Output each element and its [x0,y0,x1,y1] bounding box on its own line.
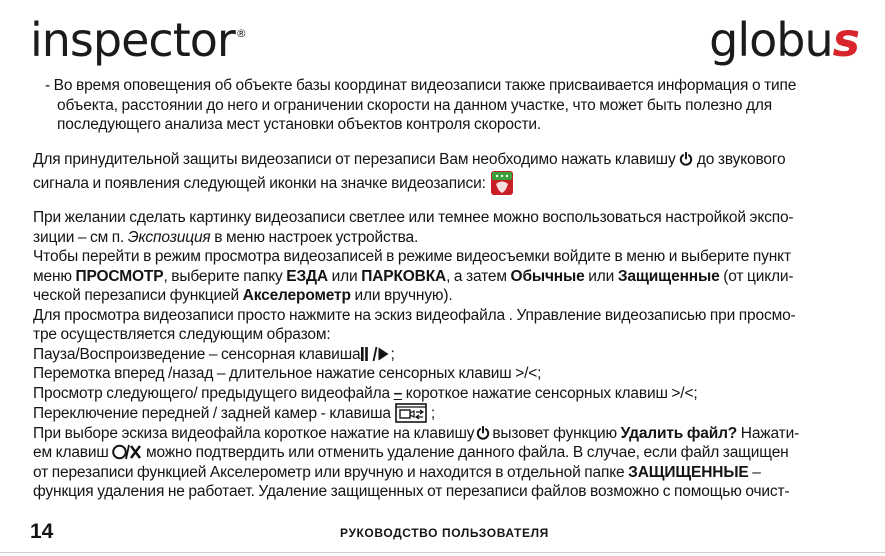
paragraph-playback [33,208,853,502]
power-icon [679,152,693,166]
text-line: функция удаления не работает. Удаление защищенных от перезаписи файлов возможно с помощью очист- [33,483,790,500]
emphasis-text: Экспозиция [127,228,211,246]
delete-file-term: Удалить файл? [620,424,738,442]
text-line [33,267,853,287]
folder-normal: Обычные [510,267,585,285]
text-run: можно подтвердить или отменить удаление данного файла. В случае, если файл защищен [146,444,789,461]
text-run: Нажати- [740,424,800,442]
text-run: или [588,267,615,285]
inspector-logo [30,14,246,66]
folder-drive: ЕЗДА [286,267,328,285]
text-line [33,384,853,404]
globus-logo-text: globu [709,13,833,67]
text-line [33,424,853,444]
text-run: ; [390,345,395,363]
text-run: – [752,463,761,481]
text-run: вызовет функцию [492,424,617,442]
globus-logo-accent: s [832,13,859,67]
text-line: Чтобы перейти в режим просмотра видеозаписей в режиме видеосъемки войдите в меню и выберите пункт [33,248,791,265]
text-line: последующего анализа мест установки объектов контроля скорости. [57,116,542,133]
circle-x-icon [112,444,142,460]
folder-protected: Защищенные [617,267,720,285]
inspector-logo-text: inspector [30,13,235,67]
bottom-divider [0,552,885,553]
text-line: При желании сделать картинку видеозаписи светлее или темнее можно воспользоваться настройкой экспо- [33,209,794,226]
text-run: (от цикли- [723,267,794,285]
text-line: - Во время оповещения об объекте базы координат видеозаписи также присваивается информация о типе [45,77,797,94]
camera-switch-icon [395,403,427,423]
text-line [33,345,853,365]
globus-logo [709,14,859,66]
pause-play-icon [360,346,390,362]
text-run: от перезаписи функцией Акселерометр или вручную и находится в отдельной папке [33,463,625,481]
text-line [33,443,853,463]
text-line [33,403,853,424]
footer-title: РУКОВОДСТВО ПОЛЬЗОВАТЕЛЯ [340,526,549,540]
text-line: Для просмотра видеозаписи просто нажмите на эскиз видеофайла . Управление видеозаписью при просмо- [33,306,796,324]
text-run: Переключение передней / задней камер - клавиша [33,405,391,422]
accelerometer-term: Акселерометр [242,287,351,304]
text-run: в меню настроек устройства. [214,228,419,246]
text-line [33,228,853,248]
protected-video-icon [490,170,514,196]
power-icon [476,426,490,440]
text-run: ческой перезаписи функцией [33,287,239,304]
paragraph-speedcam-info [33,76,855,135]
text-run: Просмотр следующего/ предыдущего видеофайла [33,384,390,402]
text-run: до звукового [696,151,786,168]
text-line [33,463,853,483]
text-line [33,170,853,196]
page-number: 14 [30,520,54,543]
text-run: ем клавиш [33,444,109,461]
text-run: , выберите папку [163,267,283,285]
text-run: или вручную). [354,287,453,304]
text-run: При выборе эскиза видеофайла короткое нажатие на клавишу [33,424,475,442]
registered-mark: ® [235,27,246,40]
text-line [33,150,853,170]
text-run: Пауза/Воспроизведение – сенсорная клавиша [33,345,361,363]
folder-parking: ПАРКОВКА [361,267,447,285]
text-run: меню [33,267,72,285]
text-line [33,286,853,306]
text-run: сигнала и появления следующей иконки на значке видеозаписи: [33,174,486,192]
text-run: короткое нажатие сенсорных клавиш >/<; [405,384,698,402]
text-run: зиции – см п. [33,228,125,246]
dash-mark: – [393,384,403,402]
text-run: Для принудительной защиты видеозаписи от перезаписи Вам необходимо нажать клавишу [33,151,676,168]
text-line: Перемотка вперед /назад – длительное нажатие сенсорных клавиш >/<; [33,365,542,382]
text-run: ; [430,405,436,422]
text-run: или [331,267,358,285]
menu-item-review: ПРОСМОТР [75,267,164,285]
protected-folder-term: ЗАЩИЩЕННЫЕ [628,463,749,481]
text-line: объекта, расстоянии до него и ограничении скорости на данном участке, что может быть полезно для [57,96,773,114]
text-line: тре осуществляется следующим образом: [33,326,331,343]
text-run: , а затем [446,267,507,285]
paragraph-protect [33,150,853,196]
